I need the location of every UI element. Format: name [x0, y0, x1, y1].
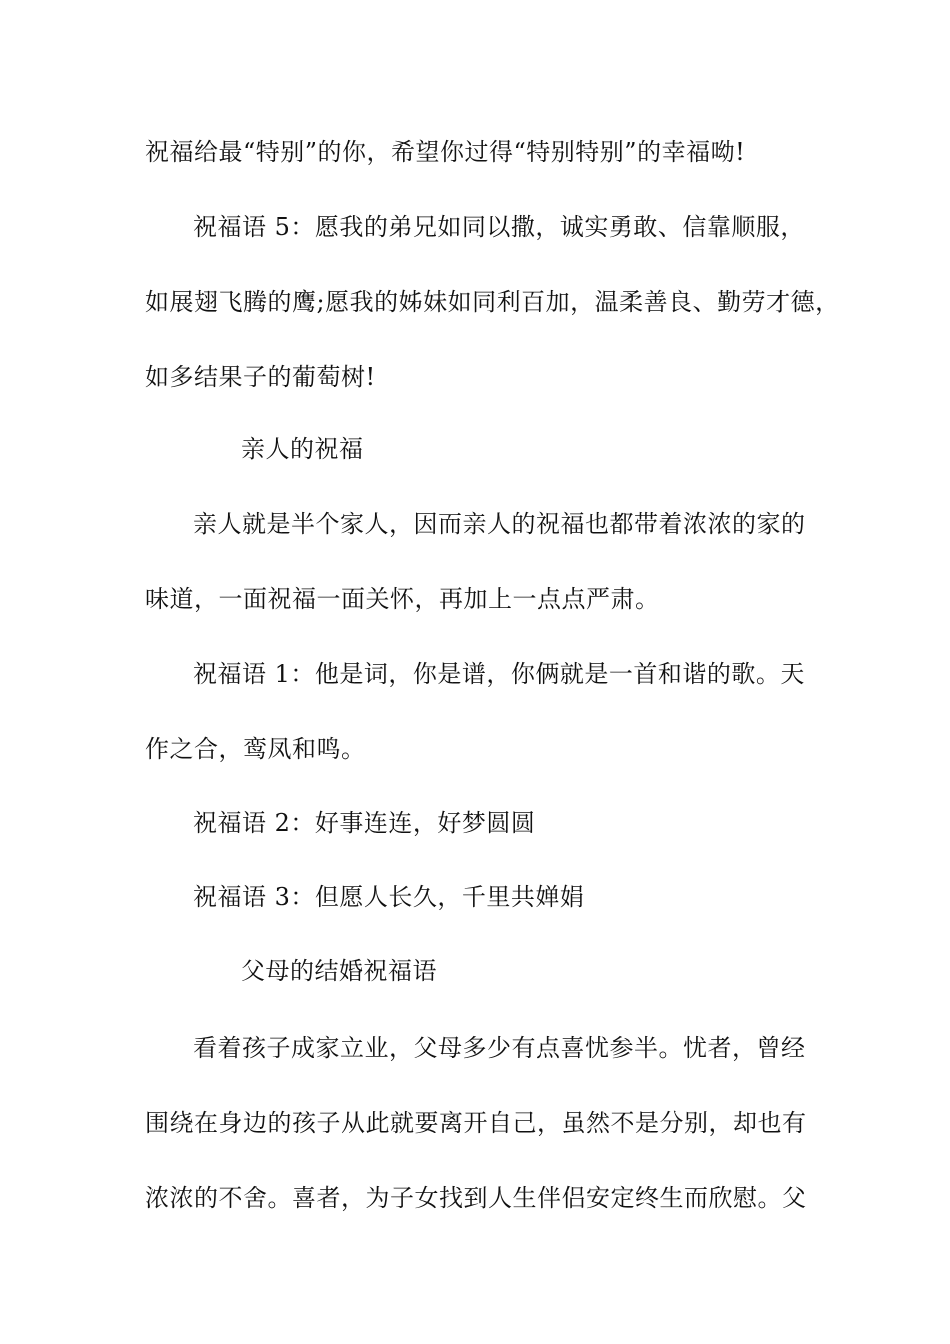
paragraph-line: 如展翅飞腾的鹰;愿我的姊妹如同利百加，温柔善良、勤劳才德，	[145, 288, 840, 316]
paragraph-line: 亲人就是半个家人，因而亲人的祝福也都带着浓浓的家的	[193, 510, 806, 538]
blessing-1-line: 祝福语 1：他是词，你是谱，你俩就是一首和谐的歌。天	[193, 660, 805, 688]
section-heading-relatives: 亲人的祝福	[241, 435, 364, 463]
blessing-3-line: 祝福语 3：但愿人长久，千里共婵娟	[193, 883, 585, 911]
paragraph-line: 作之合，鸾凤和鸣。	[145, 735, 366, 763]
paragraph-line: 围绕在身边的孩子从此就要离开自己，虽然不是分别，却也有	[145, 1109, 807, 1137]
blessing-2-line: 祝福语 2：好事连连，好梦圆圆	[193, 809, 536, 837]
paragraph-line: 味道，一面祝福一面关怀，再加上一点点严肃。	[145, 585, 660, 613]
paragraph-line: 浓浓的不舍。喜者，为子女找到人生伴侣安定终生而欣慰。父	[145, 1184, 807, 1212]
blessing-5-line: 祝福语 5：愿我的弟兄如同以撒，诚实勇敢、信靠顺服，	[193, 213, 805, 241]
paragraph-line: 祝福给最“特别”的你，希望你过得“特别特别”的幸福呦!	[145, 138, 746, 166]
paragraph-line: 如多结果子的葡萄树!	[145, 363, 376, 391]
section-heading-parents: 父母的结婚祝福语	[241, 957, 437, 985]
paragraph-line: 看着孩子成家立业，父母多少有点喜忧参半。忧者，曾经	[193, 1034, 806, 1062]
